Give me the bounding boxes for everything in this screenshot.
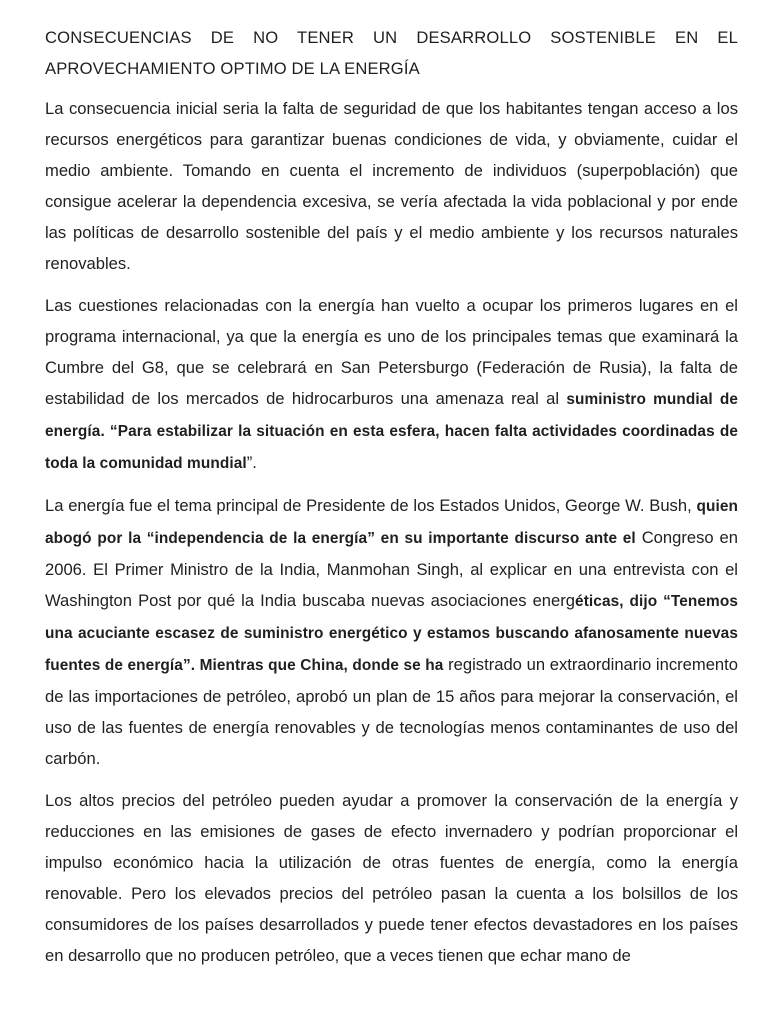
document-title: CONSECUENCIAS DE NO TENER UN DESARROLLO SOSTENIBLE EN EL APROVECHAMIENTO OPTIMO DE LA ENERGÍA: [45, 28, 738, 78]
paragraph-2-closing: ”.: [246, 453, 257, 472]
paragraph-1: [45, 93, 738, 279]
paragraph-3-bold-b: éticas, dijo “Tenemos una acuciante escasez de suministro energético y estamos buscando afanosamente nuevas fuentes de energía”. Mientras que China, donde se ha: [45, 593, 738, 674]
paragraph-3-bold-a: quien abogó por la “independencia de la energía” en su importante discurso ante el: [45, 498, 738, 547]
paragraph-1-text: La consecuencia inicial seria la falta de seguridad de que los habitantes tengan acceso a los recursos energéticos para garantizar buenas condiciones de vida, y obviamente, cuidar el medio ambiente. Tomando en cuenta el incremento de individuos (superpoblación) que consigue acelerar la dependencia excesiva, se vería afectada la vida poblacional y por ende las políticas de desarrollo sostenible del país y el medio ambiente y los recursos naturales renovables.: [45, 99, 738, 273]
paragraph-3: [45, 490, 738, 774]
paragraph-2-text: Las cuestiones relacionadas con la energía han vuelto a ocupar los primeros lugares en el programa internacional, ya que la energía es uno de los principales temas que examinará la Cumbre del G8, que se celebrará en San Petersburgo (Federación de Rusia), la falta de estabilidad de los mercados de hidrocarburos una amenaza real al: [45, 296, 738, 408]
paragraph-2-bold-quote: suministro mundial de energía. “Para estabilizar la situación en esta esfera, hacen falta actividades coordinadas de toda la comunidad mundial: [45, 391, 738, 472]
paragraph-3-text-a: La energía fue el tema principal de Presidente de los Estados Unidos, George W. Bush,: [45, 496, 697, 515]
paragraph-4: [45, 785, 738, 971]
paragraph-3-text-c: registrado un extraordinario incremento de las importaciones de petróleo, aprobó un plan de 15 años para mejorar la conservación, el uso de las fuentes de energía renovables y de tecnologías menos contaminantes de uso del carbón.: [45, 655, 738, 768]
paragraph-3-text-b: Congreso en 2006. El Primer Ministro de la India, Manmohan Singh, al explicar en una entrevista con el Washington Post por qué la India buscaba nuevas asociaciones energ: [45, 528, 738, 610]
paragraph-4-text: Los altos precios del petróleo pueden ayudar a promover la conservación de la energía y reducciones en las emisiones de gases de efecto invernadero y podrían proporcionar el impulso económico hacia la utilización de otras fuentes de energía, como la energía renovable. Pero los elevados precios del petróleo pasan la cuenta a los bolsillos de los consumidores de los países desarrollados y puede tener efectos devastadores en los países en desarrollo que no producen petróleo, que a veces tienen que echar mano de: [45, 791, 738, 965]
paragraph-2: [45, 290, 738, 479]
